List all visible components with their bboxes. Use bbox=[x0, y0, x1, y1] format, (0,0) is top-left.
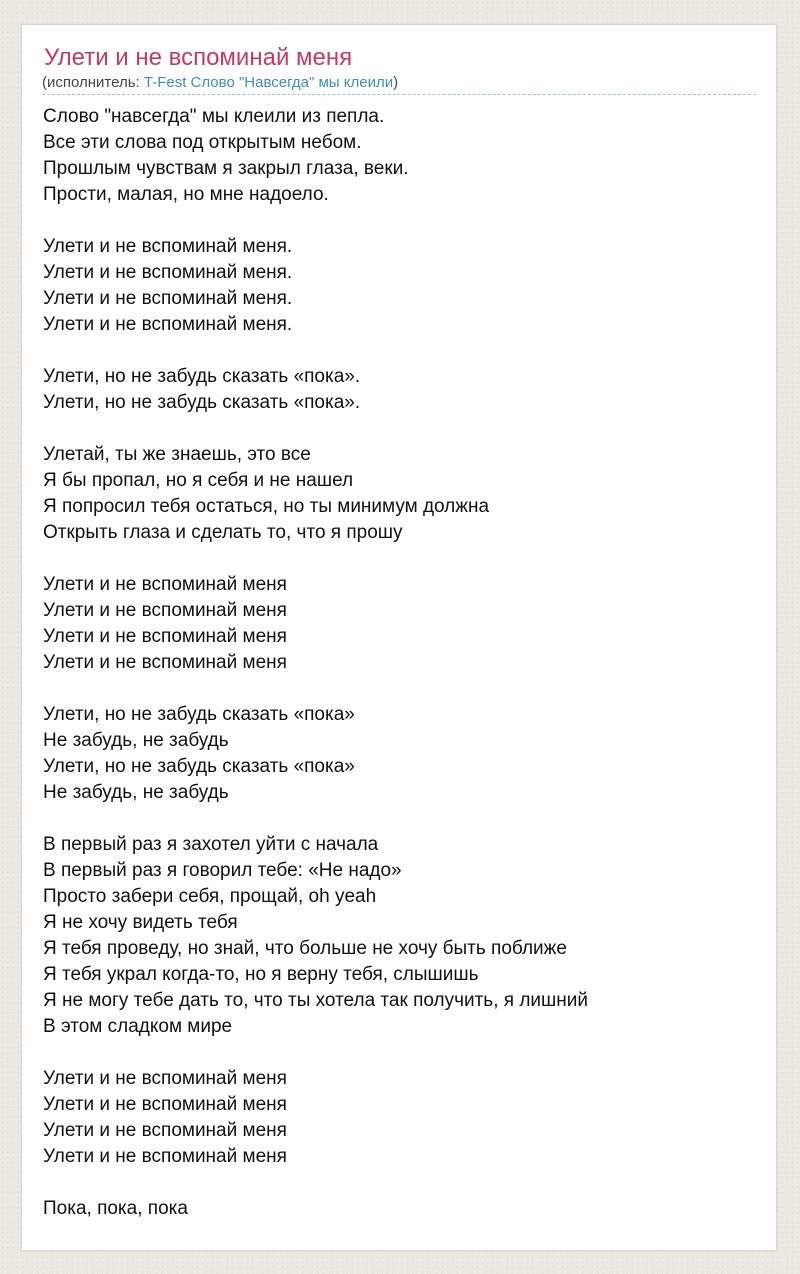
stanza-gap bbox=[43, 806, 758, 832]
lyric-line: Открыть глаза и сделать то, что я прошу bbox=[43, 522, 403, 543]
lyric-line: Слово "навсегда" мы клеили из пепла. bbox=[43, 106, 385, 127]
stanza-gap bbox=[43, 676, 758, 702]
lyric-line: Улети и не вспоминай меня. bbox=[43, 262, 293, 283]
stanza-gap bbox=[43, 546, 758, 572]
lyric-line: Я бы пропал, но я себя и не нашел bbox=[43, 470, 354, 491]
artist-line bbox=[42, 73, 398, 93]
lyric-line: Пока, пока, пока bbox=[43, 1198, 188, 1219]
lyric-line: Прошлым чувствам я закрыл глаза, веки. bbox=[43, 158, 409, 179]
lyric-line: Не забудь, не забудь bbox=[43, 730, 229, 751]
lyric-line: Я попросил тебя остаться, но ты минимум должна bbox=[43, 496, 490, 517]
artist-prefix: (исполнитель: bbox=[42, 74, 144, 91]
song-title: Улети и не вспоминай меня bbox=[44, 44, 353, 71]
lyric-line: Улети и не вспоминай меня bbox=[43, 600, 287, 621]
lyric-line: Улети и не вспоминай меня. bbox=[43, 236, 293, 257]
stanza-gap bbox=[43, 208, 758, 234]
lyric-line: Улети и не вспоминай меня bbox=[43, 1120, 287, 1141]
lyric-line: Я не хочу видеть тебя bbox=[43, 912, 238, 933]
lyric-line: Улети, но не забудь сказать «пока» bbox=[43, 704, 355, 725]
lyric-line: Прости, малая, но мне надоело. bbox=[43, 184, 329, 205]
lyric-line: Улети и не вспоминай меня. bbox=[43, 314, 293, 335]
lyric-line: Я тебя проведу, но знай, что больше не хочу быть поближе bbox=[43, 938, 567, 959]
lyric-line: Улети и не вспоминай меня bbox=[43, 574, 287, 595]
lyric-line: Улети и не вспоминай меня bbox=[43, 1068, 287, 1089]
stanza-gap bbox=[43, 1170, 758, 1196]
lyric-line: В первый раз я захотел уйти с начала bbox=[43, 834, 379, 855]
lyrics-text bbox=[43, 104, 758, 1222]
lyric-line: Улетай, ты же знаешь, это все bbox=[43, 444, 311, 465]
artist-link[interactable]: T-Fest Слово "Навсегда" мы клеили bbox=[143, 74, 394, 91]
lyric-line: Улети, но не забудь сказать «пока». bbox=[43, 392, 361, 413]
lyric-line: Улети и не вспоминай меня bbox=[43, 626, 287, 647]
lyric-line: Не забудь, не забудь bbox=[43, 782, 229, 803]
lyric-line: Улети и не вспоминай меня bbox=[43, 1094, 287, 1115]
lyric-line: В этом сладком мире bbox=[43, 1016, 233, 1037]
lyric-line: В первый раз я говорил тебе: «Не надо» bbox=[43, 860, 402, 881]
lyric-line: Улети, но не забудь сказать «пока» bbox=[43, 756, 355, 777]
title-divider bbox=[42, 94, 756, 95]
stanza-gap bbox=[43, 1040, 758, 1066]
lyric-line: Я не могу тебе дать то, что ты хотела так получить, я лишний bbox=[43, 990, 588, 1011]
lyric-line: Улети, но не забудь сказать «пока». bbox=[43, 366, 361, 387]
lyric-line: Улети и не вспоминай меня. bbox=[43, 288, 293, 309]
lyric-line: Просто забери себя, прощай, oh yeah bbox=[43, 886, 377, 907]
stanza-gap bbox=[43, 338, 758, 364]
lyric-line: Я тебя украл когда-то, но я верну тебя, слышишь bbox=[43, 964, 479, 985]
lyrics-card bbox=[21, 24, 777, 1251]
lyric-line: Улети и не вспоминай меня bbox=[43, 1146, 287, 1167]
stanza-gap bbox=[43, 416, 758, 442]
lyric-line: Улети и не вспоминай меня bbox=[43, 652, 287, 673]
lyric-line: Все эти слова под открытым небом. bbox=[43, 132, 362, 153]
artist-suffix: ) bbox=[393, 74, 399, 91]
